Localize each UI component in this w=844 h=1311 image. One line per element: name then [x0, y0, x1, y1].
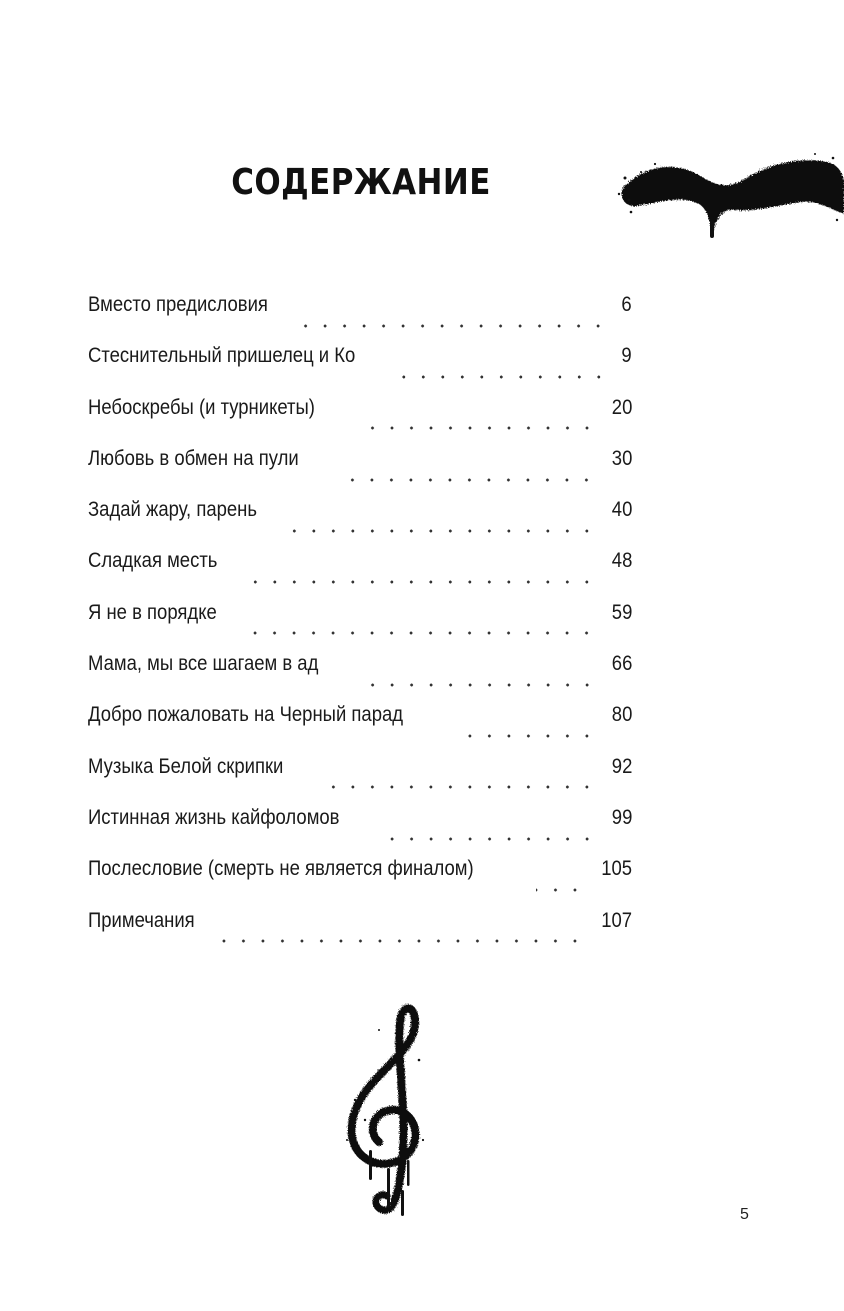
toc-entry-page: 92	[611, 754, 632, 778]
dot-leader	[456, 734, 597, 738]
toc-entry-page: 59	[611, 600, 632, 624]
dot-leader	[302, 324, 608, 328]
dot-leader	[245, 580, 597, 584]
toc-entry-title: Примечания	[88, 908, 195, 932]
toc-entry[interactable]	[88, 857, 632, 908]
toc-entry[interactable]	[88, 755, 632, 806]
toc-entry-page: 99	[611, 805, 632, 829]
dot-leader	[290, 529, 597, 533]
toc-entry[interactable]	[88, 652, 632, 703]
toc-entry-page: 6	[621, 293, 632, 316]
dot-leader	[536, 888, 585, 892]
page-number: 5	[740, 1206, 749, 1223]
toc-entry-title: Мама, мы все шагаем в ад	[88, 652, 319, 676]
toc-entry-page: 40	[611, 498, 632, 522]
treble-clef-icon	[335, 1000, 435, 1220]
toc-entry[interactable]	[88, 447, 632, 498]
spray-paint-brush-stroke-icon	[615, 150, 844, 242]
toc-entry[interactable]	[88, 396, 632, 447]
dot-leader	[320, 785, 597, 789]
dot-leader	[384, 837, 597, 841]
toc-entry-page: 20	[611, 395, 632, 419]
toc-entry[interactable]	[88, 703, 632, 754]
toc-entry-title: Любовь в обмен на пули	[88, 446, 299, 470]
toc-entry[interactable]	[88, 293, 632, 344]
toc-entry-page: 48	[611, 549, 632, 573]
dot-leader	[219, 939, 585, 943]
toc-entry-title: Музыка Белой скрипки	[88, 754, 284, 778]
toc-entry-page: 105	[601, 857, 632, 881]
table-of-contents	[88, 293, 632, 960]
toc-entry-title: Сладкая месть	[88, 549, 218, 573]
toc-entry[interactable]	[88, 601, 632, 652]
toc-entry-title: Добро пожаловать на Черный парад	[88, 703, 404, 727]
dot-leader	[360, 683, 597, 687]
toc-entry-page: 9	[621, 344, 632, 368]
toc-entry[interactable]	[88, 806, 632, 857]
toc-entry-title: Послесловие (смерть не является финалом)	[88, 857, 474, 881]
toc-entry-title: Небоскребы (и турникеты)	[88, 395, 315, 419]
dot-leader	[356, 426, 597, 430]
page-title: СОДЕРЖАНИЕ	[231, 162, 491, 203]
toc-entry-title: Задай жару, парень	[88, 498, 258, 522]
toc-entry-page: 30	[611, 446, 632, 470]
toc-entry-title: Истинная жизнь кайфоломов	[88, 805, 340, 829]
toc-entry[interactable]	[88, 549, 632, 600]
toc-entry-title: Я не в порядке	[88, 600, 217, 624]
toc-entry[interactable]	[88, 344, 632, 395]
toc-entry-title: Вместо предисловия	[88, 293, 268, 316]
toc-entry-page: 107	[601, 908, 632, 932]
dot-leader	[402, 375, 609, 379]
dot-leader	[337, 478, 596, 482]
toc-entry[interactable]	[88, 909, 632, 960]
toc-entry-title: Стеснительный пришелец и Ко	[88, 344, 356, 368]
dot-leader	[244, 631, 596, 635]
toc-entry-page: 66	[611, 652, 632, 676]
toc-entry-page: 80	[611, 703, 632, 727]
toc-entry[interactable]	[88, 498, 632, 549]
